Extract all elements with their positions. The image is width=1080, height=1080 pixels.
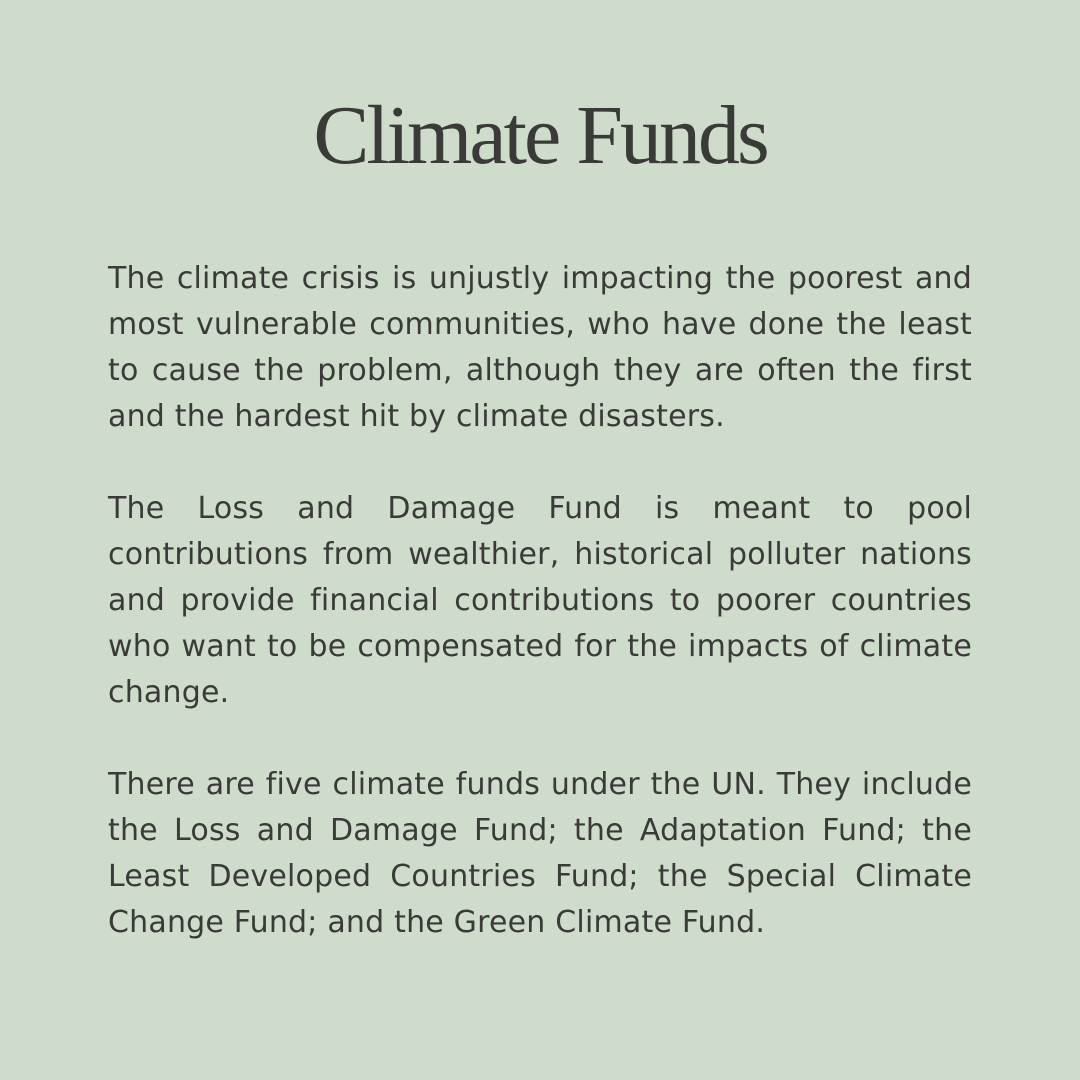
paragraph-loss-and-damage: The Loss and Damage Fund is meant to pool contributions from wealthier, historical polluter nations and provide financial contributions to poorer countries who want to be compensated for the impacts of climate change. — [108, 491, 972, 710]
paragraph-un-funds: There are five climate funds under the UN. They include the Loss and Damage Fund; the Adaptation Fund; the Least Developed Countries Fund; the Special Climate Change Fund; and the Green Climate Fund. — [108, 767, 972, 940]
paragraph-intro: The climate crisis is unjustly impacting the poorest and most vulnerable communities, who have done the least to cause the problem, although they are often the first and the hardest hit by climate disasters. — [108, 261, 972, 434]
page-title: Climate Funds — [313, 89, 767, 182]
body-text — [108, 256, 972, 946]
